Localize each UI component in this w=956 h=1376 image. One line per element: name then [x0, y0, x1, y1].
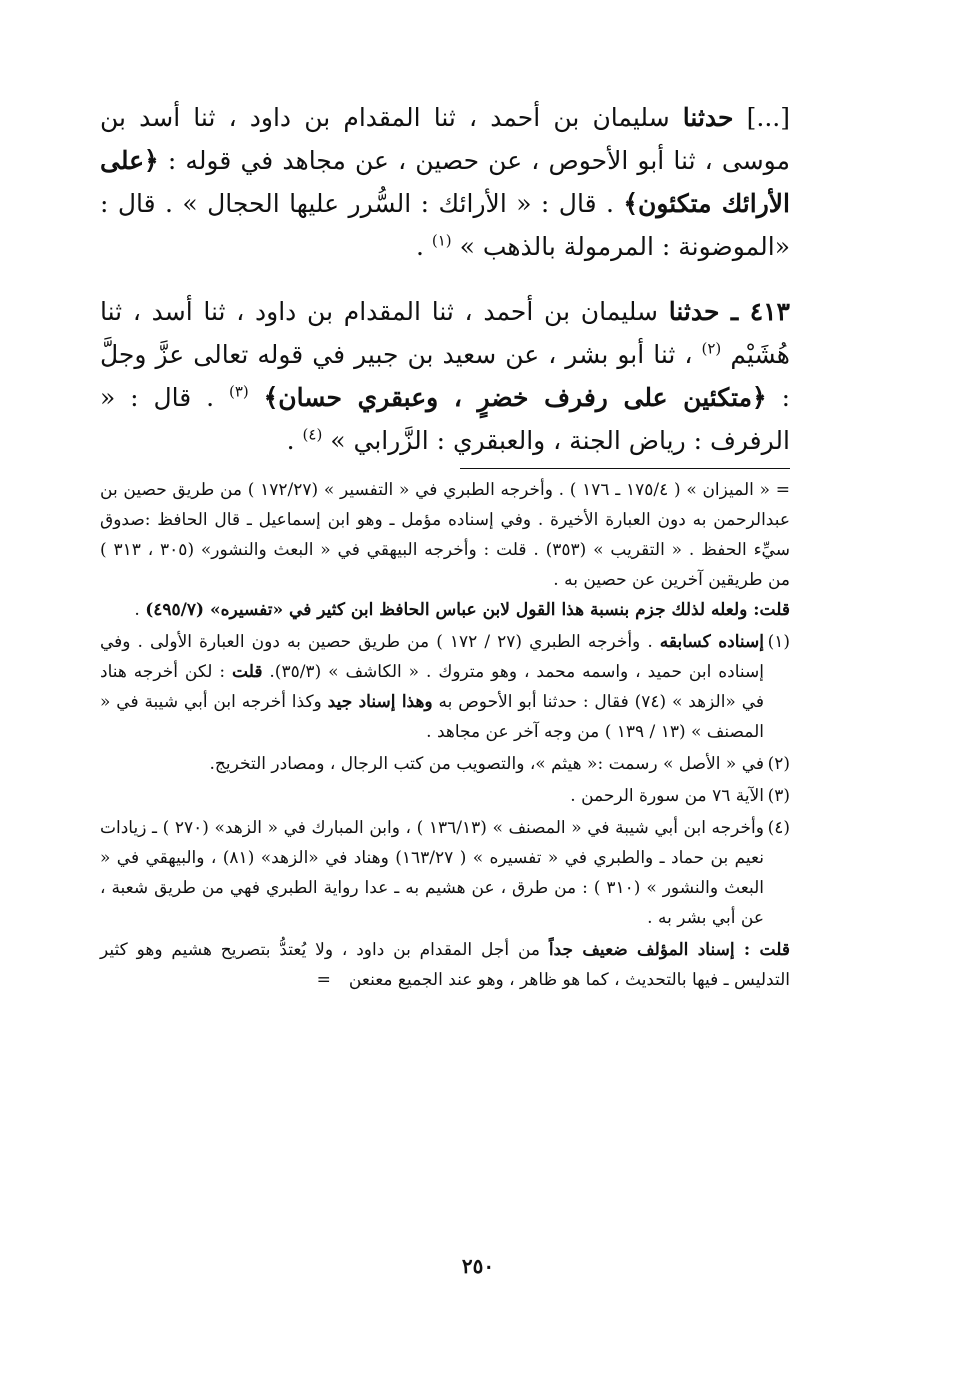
footnote-ref-1[interactable]: (١): [431, 231, 452, 250]
footnote-remark: قلت: ولعله لذلك جزم بنسبة هذا القول لابن عباس الحافظ ابن كثير في «تفسيره» (٤٩٥/٧): [145, 600, 790, 620]
matn-text: . قال : « الأرائك : السُّرر عليها الحجال » . قال : «الموضونة : المرمولة بالذهب »: [100, 189, 790, 261]
isnad-text: سليمان بن أحمد ، ثنا المقدام بن داود ، ثنا أسد ، ثنا هُشَيْم: [100, 297, 790, 369]
footnote-4: (٤) وأخرجه ابن أبي شيبة في « المصنف » (١٣٦/١٣ ) ، وابن المبارك في « الزهد» (٢٧٠ ) ـ زيادات نعيم بن حماد ـ والطبري في « تفسيره » ( ١٦٣/٢٧) وهناد في «الزهد» (٨١) ، والبيهقي في « البعث والنشور » (٣١٠ ) : من طرق ، عن هشيم به ـ عدا رواية الطبري فهي من طريق شعبة ، عن أبي بشر به .: [100, 813, 790, 933]
quran-verse: ﴿متكئين على رفرف خضرٍ ، وعبقري حسان﴾: [263, 383, 767, 412]
footnote-continued: = « الميزان » ( ١٧٥/٤ ـ ١٧٦ ) . وأخرجه الطبري في « التفسير » (١٧٢/٢٧ ) من طريق حصين بن عبدالرحمن به دون العبارة الأخيرة . وفي إسناده مؤمل ـ وهو ابن إسماعيل ـ قال الحافظ :صدوق سيِّء الحفظ . « التقريب » (٣٥٣) . قلت : وأخرجه البيهقي في « البعث والنشور» (٣٠٥ ، ٣١٣ ) من طريقين آخرين عن حصين به . قلت: ولعله لذلك جزم بنسبة هذا القول لابن عباس الحافظ ابن كثير في «تفسيره» (٤٩٥/٧) .: [100, 480, 790, 620]
footnote-3: (٣) الآية ٧٦ من سورة الرحمن .: [100, 781, 790, 811]
footnote-ref-3[interactable]: (٣): [228, 382, 249, 401]
isnad-text: سليمان بن أحمد ، ثنا المقدام بن داود ، ثنا أسد بن موسى ، ثنا أبو الأحوص ، عن حصين ، عن مجاهد في قوله :: [100, 103, 790, 175]
paragraph-end: .: [415, 232, 432, 261]
page-body: [100, 96, 790, 997]
hadith-number-lead: ٤١٣ ـ حدثنا: [668, 297, 790, 326]
isnad-text-2: ، ثنا أبو بشر ، عن سعيد بن جبير في قوله تعالى عزَّ وجلَّ :: [100, 340, 790, 412]
paragraph-end: .: [286, 426, 303, 455]
footnote-number: (٣): [767, 786, 790, 806]
bracket-prefix: [...]: [733, 103, 790, 132]
page-number: ٢٥٠: [461, 1254, 495, 1278]
footnotes: [100, 475, 790, 995]
hadith-lead: حدثنا: [682, 103, 734, 132]
footnote-assessment: قلت : إسناد المؤلف ضعيف جداً من أجل المقدام بن داود ، ولا يُعتدُّ بتصريح هشيم وهو كثير التدليس ـ فيها بالتحديث ، كما هو ظاهر ، وهو عند الجميع معنعن=: [100, 940, 790, 990]
footnote-ref-2[interactable]: (٢): [701, 339, 722, 358]
main-text: [100, 96, 790, 462]
continuation-mark: =: [316, 970, 331, 990]
paragraph-412: [100, 96, 790, 268]
footnote-number: (٤): [767, 818, 790, 838]
footnote-number: (٢): [767, 754, 790, 774]
footnote-ref-4[interactable]: (٤): [302, 425, 323, 444]
footnote-2: (٢) في « الأصل » رسمت :« هيثم »، والتصويب من كتب الرجال ، ومصادر التخريج.: [100, 749, 790, 779]
matn-text: . قال : « الرفرف : رياض الجنة ، والعبقري : الزَّرابي »: [100, 383, 790, 455]
footnote-1: (١) إسناده كسابقه . وأخرجه الطبري (٢٧ / ١٧٢ ) من طريق حصين به دون العبارة الأولى . وفي إسناده ابن حميد ، واسمه محمد ، وهو متروك . « الكاشف » (٣٥/٣). قلت : لكن أخرجه هناد في «الزهد » (٧٤) فقال : حدثنا أبو الأحوص به وهذا إسناد جيد وكذا أخرجه ابن أبي شيبة في « المصنف » (١٣ / ١٣٩ ) من وجه آخر عن مجاهد .: [100, 627, 790, 747]
paragraph-413: [100, 290, 790, 462]
footnote-number: (١): [767, 632, 790, 652]
quran-verse: ﴿على الأرائك متكئون﴾: [100, 146, 790, 218]
footnote-separator: [460, 468, 790, 469]
